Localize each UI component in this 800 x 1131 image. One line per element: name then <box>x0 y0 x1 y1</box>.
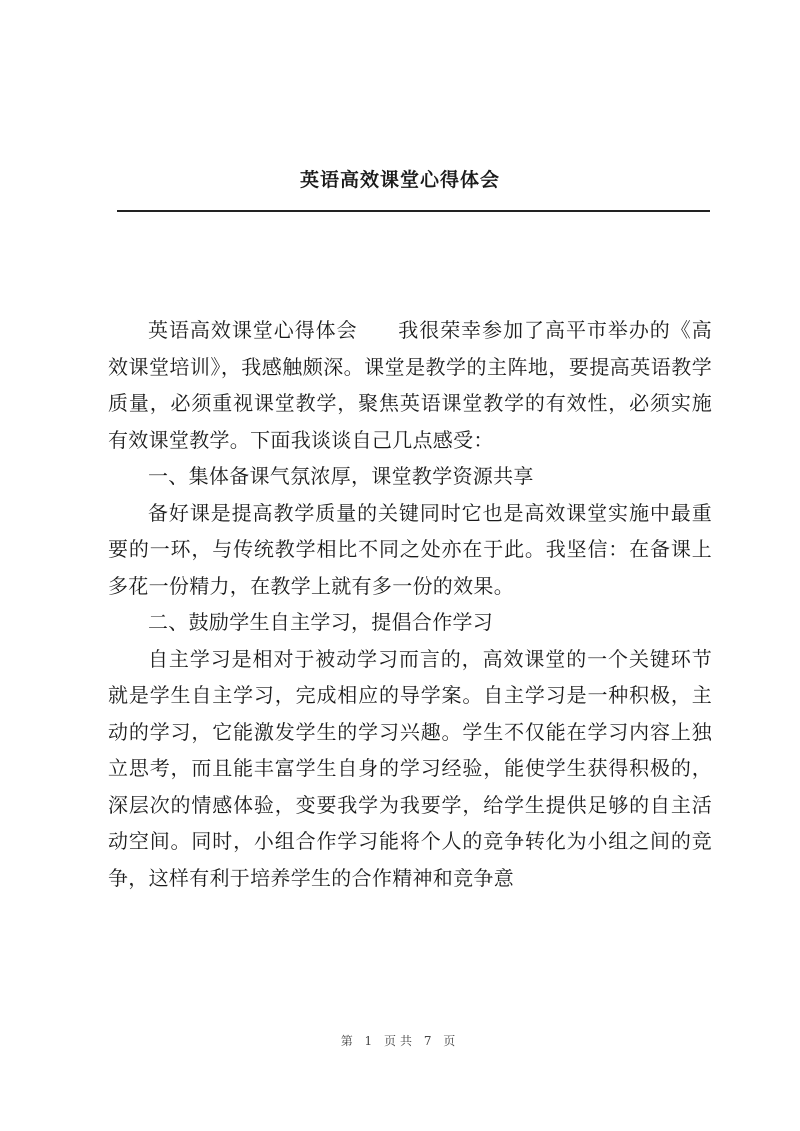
page-footer: 第 1 页共 7 页 <box>340 1034 460 1048</box>
intro-paragraph <box>108 312 712 458</box>
intro-heading: 英语高效课堂心得体会 <box>148 318 358 342</box>
section-heading-1: 一、集体备课气氛浓厚，课堂教学资源共享 <box>148 464 534 488</box>
intro-text: 我很荣幸参加了高平市举办的《高效课堂培训》，我感触颇深。课堂是教学的主阵地，要提高英语教学质量，必须重视课堂教学，聚焦英语课堂教学的有效性，必须实施有效课堂教学。下面我谈谈自己几点感受： <box>108 318 713 452</box>
page-title: 英语高效课堂心得体会 <box>299 169 500 191</box>
title-divider <box>117 210 710 212</box>
body-paragraph-2: 自主学习是相对于被动学习而言的，高效课堂的一个关键环节就是学生自主学习，完成相应的导学案。自主学习是一种积极，主动的学习，它能激发学生的学习兴趣。学生不仅能在学习内容上独立思考，而且能丰富学生自身的学习经验，能使学生获得积极的，深层次的情感体验，变要我学为我要学，给学生提供足够的自主活动空间。同时，小组合作学习能将个人的竞争转化为小组之间的竞争，这样有利于培养学生的合作精神和竞争意 <box>108 646 712 890</box>
section-heading-2: 二、鼓励学生自主学习，提倡合作学习 <box>148 610 494 634</box>
document-body <box>108 312 712 896</box>
body-paragraph-1: 备好课是提高教学质量的关键同时它也是高效课堂实施中最重要的一环，与传统教学相比不同之处亦在于此。我坚信：在备课上多花一份精力，在教学上就有多一份的效果。 <box>108 500 712 598</box>
